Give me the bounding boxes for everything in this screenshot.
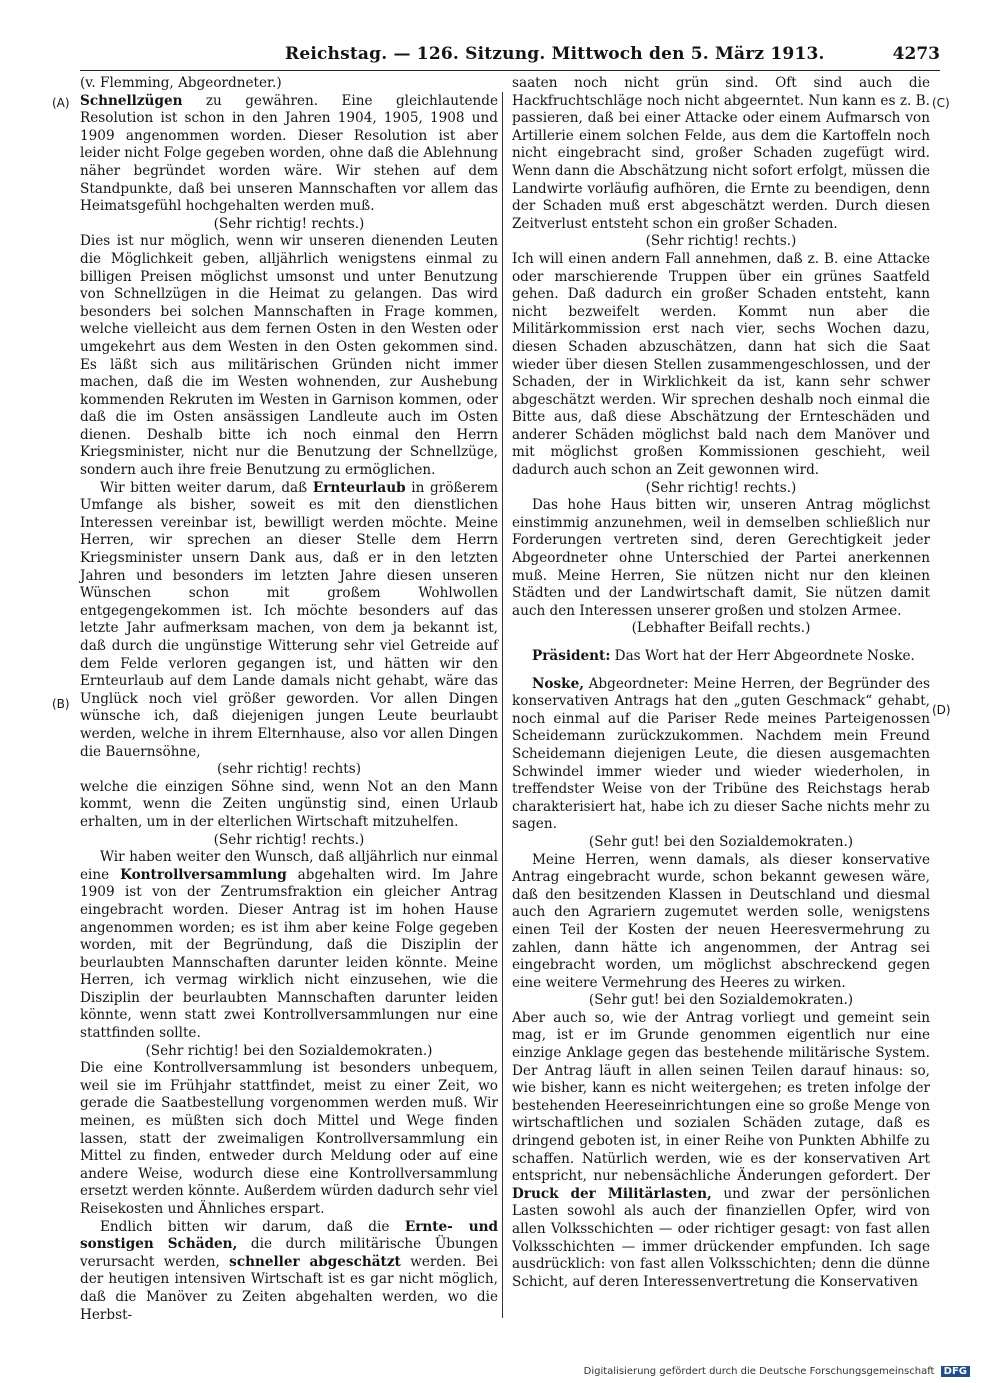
emphasis: Schnellzügen [80, 92, 183, 109]
president-remark: Präsident: Das Wort hat der Herr Abgeordnete Noske. [532, 648, 915, 664]
interjection: (Sehr richtig! bei den Sozialdemokraten.) [145, 1042, 433, 1059]
interjection: (Sehr gut! bei den Sozialdemokraten.) [588, 833, 854, 850]
emphasis: schneller abgeschätzt [229, 1253, 401, 1270]
left-column [80, 75, 498, 1324]
emphasis: Kontrollversammlung [120, 866, 287, 883]
margin-mark-b: (B) [52, 697, 70, 711]
emphasis: Druck der Militärlasten, [512, 1185, 712, 1202]
column-divider [502, 92, 503, 1318]
speaker-tag: (v. Flemming, Abgeordneter.) [80, 75, 282, 91]
paragraph: Schnellzügen zu gewähren. Eine gleichlautende Resolution ist schon in den Jahren 1904, 1905, 1908 und 1909 angenommen worden. Dieser Resolution ist aber leider nicht Folge gegeben worden, ohne daß die Ablehnung näher begründet worden wäre. Wir stehen auf dem Standpunkte, daß bei unseren Mannschaften vor allem das Heimatsgefühl hochgehalten werden muß. [80, 92, 498, 215]
interjection: (Lebhafter Beifall rechts.) [631, 620, 811, 637]
interjection: (Sehr richtig! rechts.) [645, 479, 797, 496]
interjection: (sehr richtig! rechts) [216, 761, 362, 778]
noske-speech-start: Noske, Abgeordneter: Meine Herren, der Begründer des konservativen Antrags hat den „guten Geschmack“ gehabt, noch einmal auf die Pariser Rede meines Parteigenossen Scheidemann zurückzukommen. Nachdem mein Freund Scheidemann diejenigen Leute, die diesen ausgemachten Schwindel immer wieder und wieder wiederholen, in treffendster Weise von der Tribüne des Reichstags herab charakterisiert hat, habe ich zu dieser Sache nichts mehr zu sagen. [512, 675, 930, 833]
footer-text: Digitalisierung gefördert durch die Deutsche Forschungsgemeinschaft [583, 1366, 935, 1377]
emphasis: Ernte- und sonstigen Schäden, [80, 1218, 498, 1253]
paragraph: Meine Herren, wenn damals, als dieser konservative Antrag eingebracht wurde, schon bekannt gewesen wäre, daß den besitzenden Klassen in Deutschland und diesmal auch den Agrariern zugemutet werden solle, wenigstens einen Teil der Kosten der neuen Heeresvermehrung zu zahlen, dann hätte ich angenommen, der Antrag sei eingebracht worden, um möglichst abschreckend gegen eine weitere Vermehrung des Heeres zu wirken. [512, 851, 930, 991]
emphasis: Ernteurlaub [312, 479, 406, 496]
margin-mark-d: (D) [932, 703, 951, 717]
speaker-label: Präsident: [532, 648, 611, 664]
paragraph: Endlich bitten wir darum, daß die Ernte- und sonstigen Schäden, die durch militärische Übungen verursacht werden, schneller abgeschätzt werden. Bei der heutigen intensiven Wirtschaft ist es gar nicht möglich, daß die Manöver zu Zeiten abgehalten werden, wo die Herbst- [80, 1218, 498, 1323]
interjection: (Sehr richtig! rechts.) [645, 233, 797, 250]
header-rule [80, 70, 940, 71]
margin-mark-a: (A) [52, 96, 70, 110]
interjection: (Sehr richtig! rechts.) [213, 831, 365, 848]
paragraph: Wir bitten weiter darum, daß Ernteurlaub in größerem Umfange als bisher, soweit es mit den dienstlichen Interessen vereinbar ist, bewilligt werden möchte. Meine Herren, wir sprechen an dieser Stelle dem Herrn Kriegsminister unsern Dank aus, daß er in den letzten Jahren und besonders im letzten Jahre diesen unseren Wünschen schon mit großem Wohlwollen entgegengekommen ist. Ich möchte besonders auf das letzte Jahr aufmerksam machen, von dem ja bekannt ist, daß durch die ungünstige Witterung sehr viel Getreide auf dem Felde verloren gegangen ist, und hätten wir den Ernteurlaub auf dem Lande damals nicht gehabt, wäre das Unglück noch viel größer geworden. Vor allen Dingen wünsche ich, daß diejenigen jungen Leute beurlaubt werden, welche in ihrem Elternhause, also vor allen Dingen die Bauernsöhne, [80, 479, 498, 760]
paragraph: welche die einzigen Söhne sind, wenn Not an den Mann kommt, wenn die Zeiten ungünstig sind, einen Urlaub erhalten, um in der elterlichen Wirtschaft mitzuhelfen. [80, 778, 498, 830]
interjection: (Sehr gut! bei den Sozialdemokraten.) [588, 992, 854, 1009]
paragraph: Ich will einen andern Fall annehmen, daß z. B. eine Attacke oder marschierende Truppen über ein grünes Saatfeld gehen. Daß dadurch ein großer Schaden entsteht, kann nicht bezweifelt werden. Kommt nun aber die Militärkommission erst nach vier, sechs Wochen dazu, diesen Schaden abzuschätzen, dann hat sich die Saat wieder über diesen Stellen zusammengeschlossen, und der Schaden, der in Wirklichkeit da ist, kann sehr schwer abgeschätzt werden. Wir sprechen deshalb noch einmal die Bitte aus, daß diese Abschätzung der Ernteschäden und anderer Schäden möglichst bald nach dem Manöver und mit möglichst großen Kommissionen geschieht, weil dadurch auch schon an Zeit gewonnen wird. [512, 250, 930, 479]
paragraph: Das hohe Haus bitten wir, unseren Antrag möglichst einstimmig anzunehmen, weil in demselben schließlich nur Forderungen vertreten sind, deren Gerechtigkeit jeder Abgeordneter ohne Unterschied der Partei anerkennen muß. Meine Herren, Sie nützen nicht nur den kleinen Städten und der Landwirtschaft damit, Sie nützen damit auch den Interessen unserer großen und stolzen Armee. [512, 497, 930, 619]
interjection: (Sehr richtig! rechts.) [213, 215, 365, 232]
paragraph: Wir haben weiter den Wunsch, daß alljährlich nur einmal eine Kontrollversammlung abgehalten wird. Im Jahre 1909 ist von der Zentrumsfraktion ein gleicher Antrag eingebracht worden. Dieser Antrag ist im hohen Hause angenommen worden; es ist ihm aber keine Folge gegeben worden, mit der Begründung, daß die Disziplin der beurlaubten Mannschaften darunter leiden könnte. Meine Herren, ich vermag wirklich nicht einzusehen, wie die Disziplin der beurlaubten Mannschaften darunter leiden könnte, wenn statt zwei Kontrollversammlungen nur eine stattfinden sollte. [80, 849, 498, 1042]
paragraph: Die eine Kontrollversammlung ist besonders unbequem, weil sie im Frühjahr stattfindet, meist zu einer Zeit, wo gerade die Saatbestellung vorgenommen werden muß. Wir meinen, es müßten sich doch Mittel und Wege finden lassen, statt der zweimaligen Kontrollversammlung ein Mittel zu finden, entweder durch Meldung oder auf eine andere Weise, wodurch diese eine Kontrollversammlung ersetzt werden könnte. Außerdem würden dadurch sehr viel Reisekosten und Ähnliches erspart. [80, 1060, 498, 1217]
paragraph: saaten noch nicht grün sind. Oft sind auch die Hackfruchtschläge noch nicht abgeerntet. Nun kann es z. B. passieren, daß bei einer Attacke oder einem Aufmarsch von Artillerie einem solchen Felde, aus dem die Kartoffeln noch nicht eingebracht sind, großer Schaden zugefügt wird. Wenn dann die Abschätzung nicht sofort erfolgt, müssen die Landwirte vorläufig aufhören, die Ernte zu beendigen, denn der Schaden muß erst abgeschätzt werden. Durch diesen Zeitverlust entsteht schon ein großer Schaden. [512, 75, 930, 232]
right-column [512, 75, 930, 1291]
page-number: 4273 [892, 44, 940, 64]
dfg-logo: DFG [941, 1366, 970, 1377]
running-title: Reichstag. — 126. Sitzung. Mittwoch den 5. März 1913. [285, 44, 825, 64]
margin-mark-c: (C) [932, 96, 950, 110]
page-header [80, 44, 940, 70]
footer-credit [584, 1366, 970, 1377]
paragraph: Aber auch so, wie der Antrag vorliegt und gemeint sein mag, ist er im Grunde genommen eigentlich nur eine einzige Anklage gegen das bestehende militärische System. Der Antrag läuft in allen seinen Teilen darauf hinaus: so, wie bisher, kann es nicht weitergehen; es treten infolge der bestehenden Heereseinrichtungen eine so große Menge von wirtschaftlichen und sozialen Schäden zutage, daß es dringend geboten ist, in einer Reihe von Punkten Abhilfe zu schaffen. Natürlich werden, wie es der konservativen Art entspricht, nur nebensächliche Änderungen gefordert. Der Druck der Militärlasten, und zwar der persönlichen Lasten sowohl als auch der finanziellen Opfer, wird von allen Volksschichten — oder richtiger gesagt: von fast allen Volksschichten — immer drückender empfunden. Ich sage ausdrücklich: von fast allen Volksschichten; denn die dünne Schicht, auf deren Interessenvertretung die Konservativen [512, 1009, 930, 1290]
paragraph: Dies ist nur möglich, wenn wir unseren dienenden Leuten die Möglichkeit geben, alljährlich wenigstens einmal zu billigen Preisen möglichst umsonst und unter Benutzung von Schnellzügen in die Heimat zu gelangen. Das wird besonders bei solchen Mannschaften in Frage kommen, welche vielleicht aus dem fernen Osten in den Westen oder umgekehrt aus dem Westen in den Osten gekommen sind. Es läßt sich aus militärischen Gründen nicht immer machen, daß die im Westen wohnenden, zur Aushebung kommenden Rekruten im Westen in Garnison kommen, oder daß die im Osten ansässigen Landleute auch im Osten dienen. Deshalb bitte ich noch einmal den Herrn Kriegsminister, nicht nur die Benutzung der Schnellzüge, sondern auch ihre freie Benutzung zu ermöglichen. [80, 233, 498, 479]
speaker-label: Noske, [532, 675, 584, 692]
